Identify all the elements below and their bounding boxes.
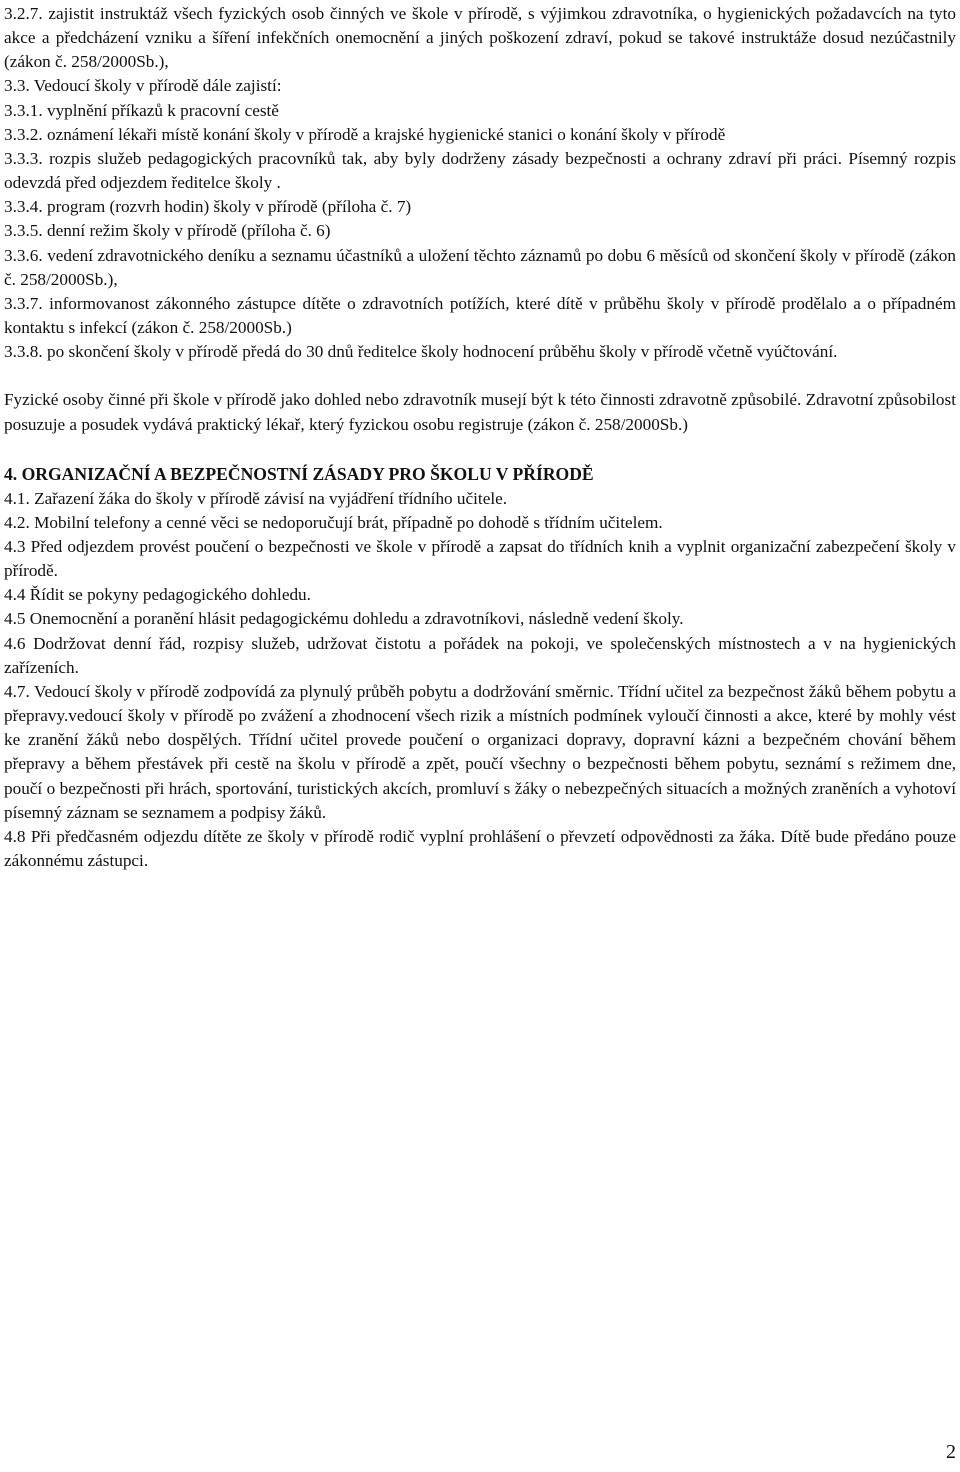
- paragraph-persons: Fyzické osoby činné při škole v přírodě jako dohled nebo zdravotník musejí být k této činnosti zdravotně způsobilé. Zdravotní způsobilost posuzuje a posudek vydává praktický lékař, který fyzickou osobu registruje (zákon č. 258/2000Sb.): [4, 390, 956, 434]
- spacer: [4, 364, 956, 388]
- paragraph-3-3-4: 3.3.4. program (rozvrh hodin) školy v přírodě (příloha č. 7): [4, 197, 412, 217]
- paragraph-3-3-8: 3.3.8. po skončení školy v přírodě předá do 30 dnů ředitelce školy hodnocení průběhu školy v přírodě včetně vyúčtování.: [4, 342, 838, 362]
- item-4-2: 4.2. Mobilní telefony a cenné věci se nedoporučují brát, případně po dohodě s třídním učitelem.: [4, 512, 663, 532]
- page-number: 2: [946, 1441, 956, 1463]
- paragraph-3-3-2: 3.3.2. oznámení lékaři místě konání školy v přírodě a krajské hygienické stanici o konání školy v přírodě: [4, 124, 726, 144]
- section-heading: 4. ORGANIZAČNÍ A BEZPEČNOSTNÍ ZÁSADY PRO ŠKOLU V PŘÍRODĚ: [4, 463, 594, 484]
- item-4-6: 4.6 Dodržovat denní řád, rozpisy služeb, udržovat čistotu a pořádek na pokoji, ve společenských místnostech a v na hygienických zařízeních.: [4, 633, 956, 677]
- item-4-1: 4.1. Zařazení žáka do školy v přírodě závisí na vyjádření třídního učitele.: [4, 488, 508, 508]
- paragraph-block-top: [4, 2, 956, 364]
- item-4-5: 4.5 Onemocnění a poranění hlásit pedagogickému dohledu a zdravotníkovi, následně vedení školy.: [4, 609, 684, 629]
- paragraph-3-3-5: 3.3.5. denní režim školy v přírodě (příloha č. 6): [4, 221, 331, 241]
- paragraph-3-3: 3.3. Vedoucí školy v přírodě dále zajistí:: [4, 76, 282, 96]
- item-4-4: 4.4 Řídit se pokyny pedagogického dohledu.: [4, 585, 311, 605]
- item-4-7: 4.7. Vedoucí školy v přírodě zodpovídá za plynulý průběh pobytu a dodržování směrnic. Třídní učitel za bezpečnost žáků během pobytu a přepravy.vedoucí školy v přírodě po zvážení a zhodnocení všech rizik a místních podmínek vyloučí činnosti a akce, které by mohly vést ke zranění žáků nebo dospělých. Třídní učitel provede poučení o organizaci dopravy, dopravní kázni a bezpečném chování během přepravy a během přestávek při cestě na školu v přírodě a zpět, poučí všechny o bezpečnosti během pobytu, seznámí s režimem dne, poučí o bezpečnosti při hrách, sportování, turistických akcích, promluví s žáky o nebezpečných situacích a možných zraněních a vyhotoví písemný záznam se seznamem a podpisy žáků.: [4, 681, 956, 822]
- paragraph-3-3-3: 3.3.3. rozpis služeb pedagogických pracovníků tak, aby byly dodrženy zásady bezpečnosti a ochrany zdraví při práci. Písemný rozpis odevzdá před odjezdem ředitelce školy .: [4, 148, 956, 193]
- item-4-3: 4.3 Před odjezdem provést poučení o bezpečnosti ve škole v přírodě a zapsat do třídních knih a vyplnit organizační zabezpečení školy v přírodě.: [4, 536, 956, 581]
- document-page: [4, 2, 956, 873]
- paragraph-3-2-7: 3.2.7. zajistit instruktáž všech fyzických osob činných ve škole v přírodě, s výjimkou zdravotníka, o hygienických požadavcích na tyto akce a předcházení vzniku a šíření infekčních onemocnění a jiných poškození zdraví, pokud se takové instruktáže dosud nezúčastnily (zákon č. 258/2000Sb.),: [4, 4, 956, 72]
- paragraph-3-3-7: 3.3.7. informovanost zákonného zástupce dítěte o zdravotních potížích, které dítě v průběhu školy v přírodě prodělalo a o případném kontaktu s infekcí (zákon č. 258/2000Sb.): [4, 293, 956, 338]
- section-items: [4, 487, 956, 874]
- paragraph-3-3-1: 3.3.1. vyplnění příkazů k pracovní cestě: [4, 100, 279, 120]
- item-4-8: 4.8 Při předčasném odjezdu dítěte ze školy v přírodě rodič vyplní prohlášení o převzetí odpovědnosti za žáka. Dítě bude předáno pouze zákonnému zástupci.: [4, 826, 956, 870]
- spacer: [4, 437, 956, 461]
- paragraph-3-3-6: 3.3.6. vedení zdravotnického deníku a seznamu účastníků a uložení těchto záznamů po dobu 6 měsíců od skončení školy v přírodě (zákon č. 258/2000Sb.),: [4, 245, 956, 289]
